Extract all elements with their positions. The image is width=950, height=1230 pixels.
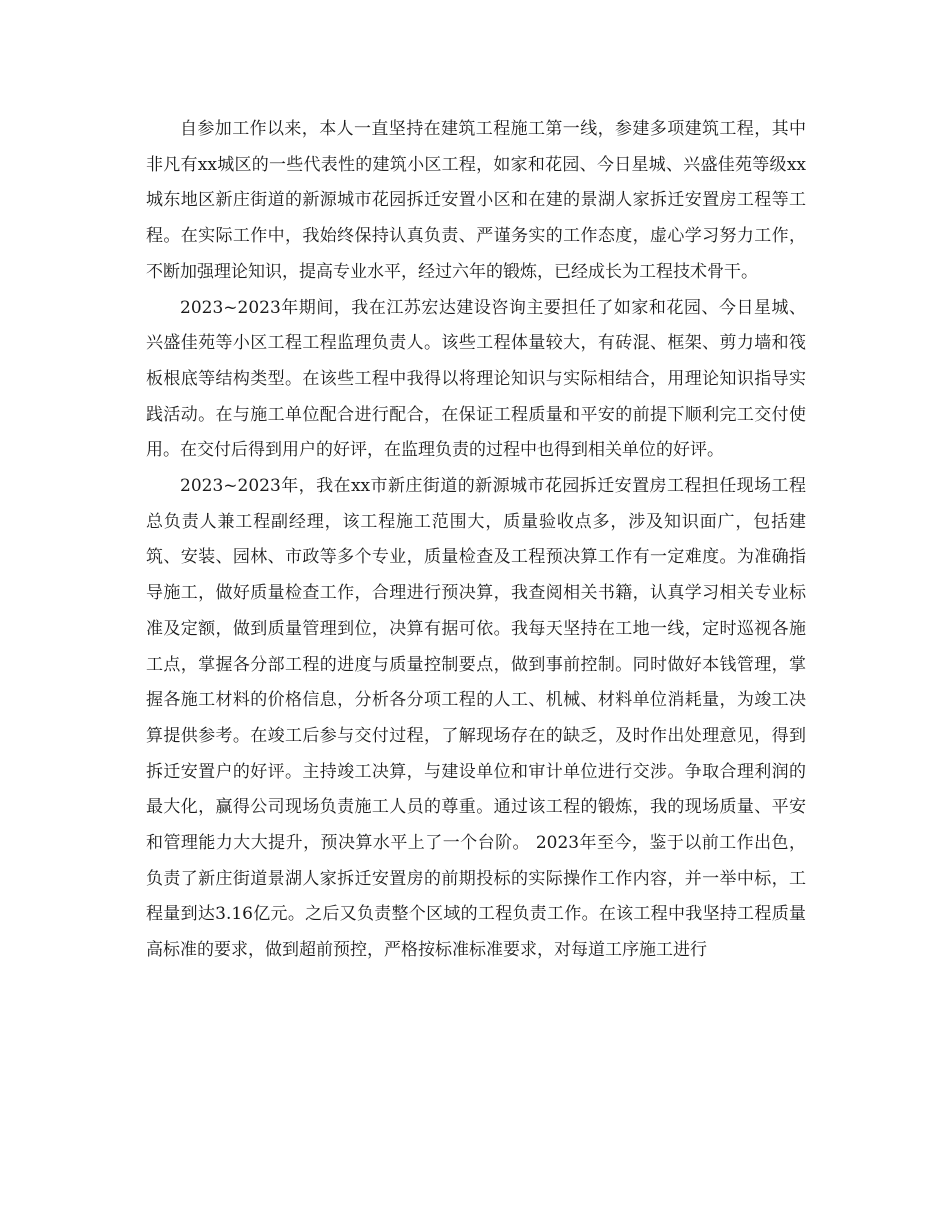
document-body (146, 112, 806, 969)
paragraph-1: 自参加工作以来，本人一直坚持在建筑工程施工第一线，参建多项建筑工程，其中非凡有xx城区的一些代表性的建筑小区工程，如家和花园、今日星城、兴盛佳苑等级xx城东地区新庄街道的新源城市花园拆迁安置小区和在建的景湖人家拆迁安置房工程等工程。在实际工作中，我始终保持认真负责、严谨务实的工作态度，虚心学习努力工作，不断加强理论知识，提高专业水平，经过六年的锻炼，已经成长为工程技术骨干。 (146, 119, 806, 282)
paragraph-2: 2023~2023年期间，我在江苏宏达建设咨询主要担任了如家和花园、今日星城、兴盛佳苑等小区工程工程监理负责人。该些工程体量较大，有砖混、框架、剪力墙和筏板根底等结构类型。在该些工程中我得以将理论知识与实际相结合，用理论知识指导实践活动。在与施工单位配合进行配合，在保证工程质量和平安的前提下顺利完工交付使用。在交付后得到用户的好评，在监理负责的过程中也得到相关单位的好评。 (146, 297, 806, 461)
paragraph-3: 2023~2023年，我在xx市新庄街道的新源城市花园拆迁安置房工程担任现场工程总负责人兼工程副经理，该工程施工范围大，质量验收点多，涉及知识面广，包括建筑、安装、园林、市政等多个专业，质量检查及工程预决算工作有一定难度。为准确指导施工，做好质量检查工作，合理进行预决算，我查阅相关书籍，认真学习相关专业标准及定额，做到质量管理到位，决算有据可依。我每天坚持在工地一线，定时巡视各施工点，掌握各分部工程的进度与质量控制要点，做到事前控制。同时做好本钱管理，掌握各施工材料的价格信息，分析各分项工程的人工、机械、材料单位消耗量，为竣工决算提供参考。在竣工后参与交付过程，了解现场存在的缺乏，及时作出处理意见，得到拆迁安置户的好评。主持竣工决算，与建设单位和审计单位进行交涉。争取合理利润的最大化，赢得公司现场负责施工人员的尊重。通过该工程的锻炼，我的现场质量、平安和管理能力大大提升，预决算水平上了一个台阶。 2023年至今，鉴于以前工作出色，负责了新庄街道景湖人家拆迁安置房的前期投标的实际操作工作内容，并一举中标，工程量到达3.16亿元。之后又负责整个区域的工程负责工作。在该工程中我坚持工程质量高标准的要求，做到超前预控，严格按标准标准要求，对每道工序施工进行 (146, 476, 806, 961)
